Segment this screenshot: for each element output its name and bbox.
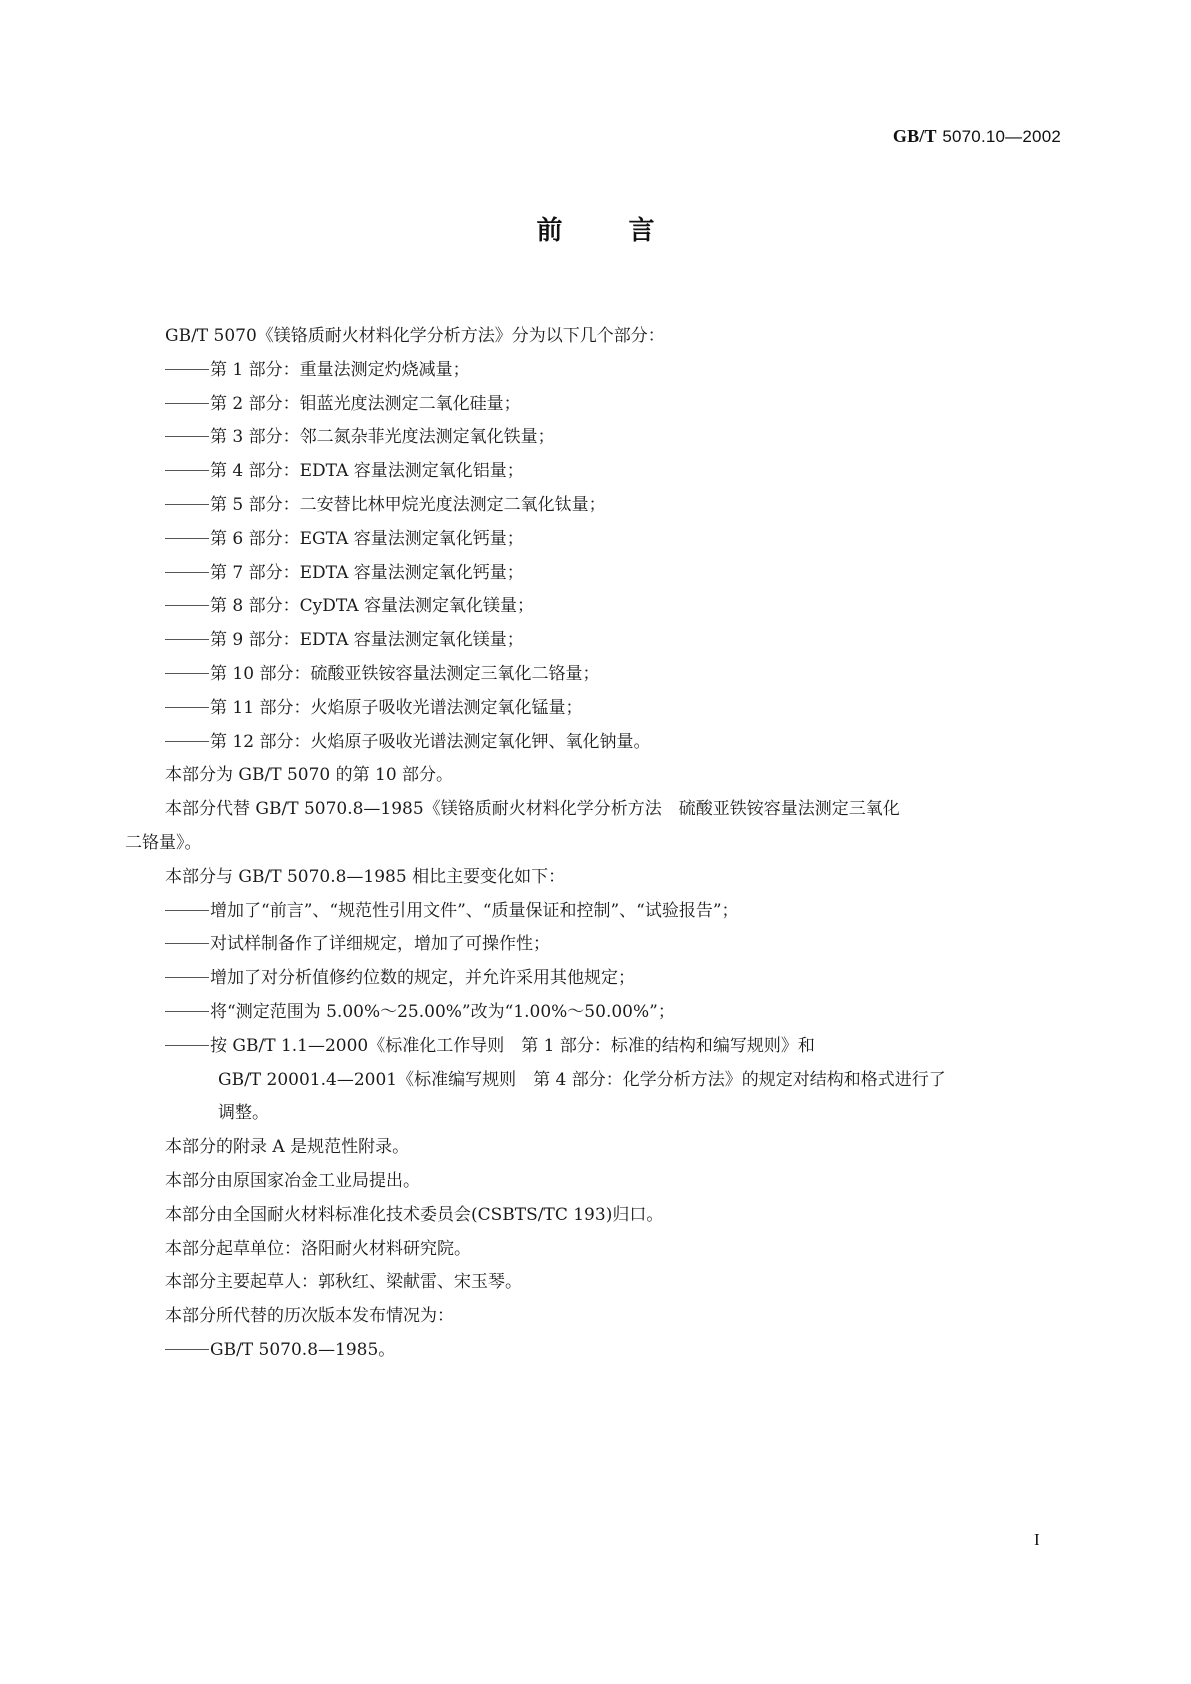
list-item: 增加了对分析值修约位数的规定，并允许采用其他规定；: [125, 962, 1065, 996]
em-dash: [165, 1045, 209, 1046]
note-paragraph: 本部分所代替的历次版本发布情况为：: [165, 1306, 454, 1327]
em-dash: [165, 741, 209, 742]
em-dash: [165, 572, 209, 573]
list-item-continuation: GB/T 20001.4—2001《标准编写规则 第 4 部分：化学分析方法》的规定对结构和格式进行了: [218, 1069, 946, 1090]
list-item: 第 6 部分：EGTA 容量法测定氧化钙量；: [125, 523, 1065, 557]
note-paragraph: 本部分由全国耐火材料标准化技术委员会(CSBTS/TC 193)归口。: [165, 1204, 664, 1225]
list-item: 第 3 部分：邻二氮杂菲光度法测定氧化铁量；: [125, 421, 1065, 455]
list-item: 第 12 部分：火焰原子吸收光谱法测定氧化钾、氧化钠量。: [125, 726, 1065, 760]
document-body: [125, 320, 1065, 1368]
em-dash: [165, 605, 209, 606]
list-item: 第 11 部分：火焰原子吸收光谱法测定氧化锰量；: [125, 692, 1065, 726]
history-item: GB/T 5070.8—1985。: [125, 1334, 1065, 1368]
em-dash: [165, 910, 209, 911]
page-number: I: [1034, 1530, 1040, 1549]
note-paragraph: 本部分的附录 A 是规范性附录。: [165, 1137, 410, 1158]
list-item: 第 5 部分：二安替比林甲烷光度法测定二氧化钛量；: [125, 489, 1065, 523]
list-item: 增加了“前言”、“规范性引用文件”、“质量保证和控制”、“试验报告”；: [125, 895, 1065, 929]
note-paragraph: 本部分主要起草人：郭秋红、梁献雷、宋玉琴。: [165, 1272, 522, 1293]
this-part-paragraph: 本部分为 GB/T 5070 的第 10 部分。: [165, 765, 454, 786]
em-dash: [165, 436, 209, 437]
em-dash: [165, 504, 209, 505]
list-item: 按 GB/T 1.1—2000《标准化工作导则 第 1 部分：标准的结构和编写规则》和: [125, 1030, 1065, 1064]
em-dash: [165, 369, 209, 370]
note-paragraph: 本部分起草单位：洛阳耐火材料研究院。: [165, 1238, 471, 1259]
list-item: 第 10 部分：硫酸亚铁铵容量法测定三氧化二铬量；: [125, 658, 1065, 692]
em-dash: [165, 943, 209, 944]
list-item: 将“测定范围为 5.00%～25.00%”改为“1.00%～50.00%”；: [125, 996, 1065, 1030]
changes-list: [125, 895, 1065, 1132]
list-item-continuation: 调整。: [218, 1103, 269, 1124]
note-paragraph: 本部分由原国家冶金工业局提出。: [165, 1170, 420, 1191]
em-dash: [165, 1349, 209, 1350]
page-title: 前言: [536, 216, 721, 246]
list-item: 第 9 部分：EDTA 容量法测定氧化镁量；: [125, 624, 1065, 658]
em-dash: [165, 1011, 209, 1012]
replaces-paragraph-line2: 二铬量》。: [125, 832, 202, 853]
em-dash: [165, 977, 209, 978]
parts-list: [125, 354, 1065, 760]
standard-prefix: GB/T: [892, 126, 937, 146]
em-dash: [165, 707, 209, 708]
notes-list: [125, 1131, 1065, 1334]
em-dash: [165, 538, 209, 539]
em-dash: [165, 673, 209, 674]
list-item: 第 4 部分：EDTA 容量法测定氧化铝量；: [125, 455, 1065, 489]
standard-number: 5070.10—2002: [942, 127, 1061, 146]
em-dash: [165, 470, 209, 471]
list-item: 第 1 部分：重量法测定灼烧减量；: [125, 354, 1065, 388]
standard-code: [893, 126, 1061, 147]
list-item: 第 8 部分：CyDTA 容量法测定氧化镁量；: [125, 590, 1065, 624]
list-item: 对试样制备作了详细规定，增加了可操作性；: [125, 928, 1065, 962]
list-item: 第 2 部分：钼蓝光度法测定二氧化硅量；: [125, 388, 1065, 422]
em-dash: [165, 639, 209, 640]
intro-paragraph: GB/T 5070《镁铬质耐火材料化学分析方法》分为以下几个部分：: [165, 326, 665, 346]
em-dash: [165, 403, 209, 404]
replaces-paragraph-line1: 本部分代替 GB/T 5070.8—1985《镁铬质耐火材料化学分析方法 硫酸亚铁铵容量法测定三氧化: [165, 799, 900, 820]
changes-intro: 本部分与 GB/T 5070.8—1985 相比主要变化如下：: [165, 866, 566, 887]
list-item: 第 7 部分：EDTA 容量法测定氧化钙量；: [125, 557, 1065, 591]
